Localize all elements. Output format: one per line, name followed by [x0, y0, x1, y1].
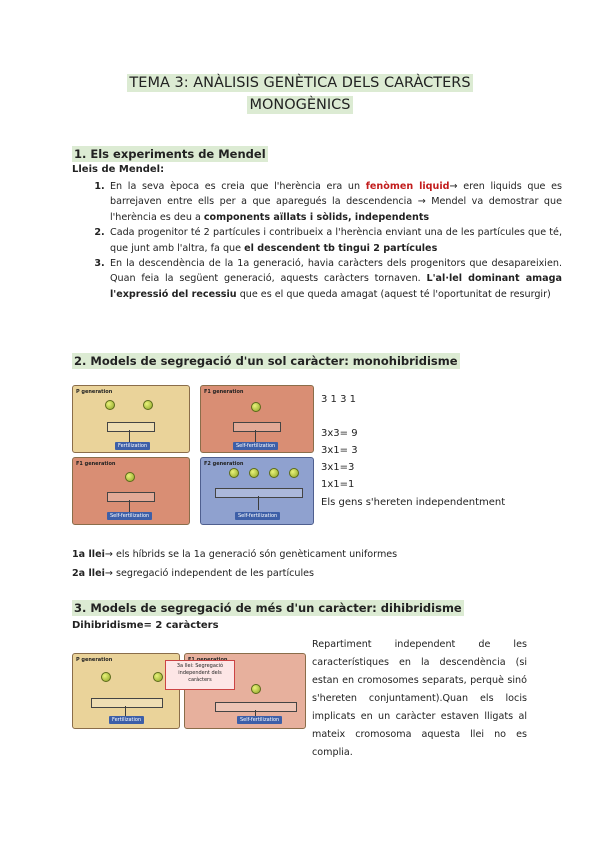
item-bold: L'al·lel dominant amaga l'expressió del recessiu — [110, 273, 562, 300]
monohybrid-figure — [72, 383, 312, 525]
pea-icon — [289, 468, 299, 478]
gamete-box — [233, 422, 281, 432]
title-line-2: MONOGÈNICS — [249, 97, 351, 113]
self-fertilization-caption: Self-fertilization — [107, 512, 152, 520]
ratios-line: 3x1= 3 — [321, 445, 358, 456]
pea-icon — [269, 468, 279, 478]
pea-icon — [249, 468, 259, 478]
panel-f1-generation — [200, 385, 314, 453]
item-text: que es el que queda amagat (aquest té l'oportunitat de resurgir) — [236, 288, 551, 300]
item-highlight: fenòmen liquid — [365, 181, 450, 192]
section2-heading: 2. Models de segregació d'un sol caràcter: monohibridisme — [74, 354, 458, 368]
section3-subheading: Dihibridisme= 2 caràcters — [72, 620, 219, 631]
pea-icon — [125, 472, 135, 482]
panel-label: F1 generation — [76, 461, 116, 467]
pea-icon — [153, 672, 163, 682]
arrow-line — [258, 496, 259, 510]
pea-icon — [105, 400, 115, 410]
pea-icon — [251, 402, 261, 412]
panel-f1-generation-c — [72, 457, 190, 525]
ratios-line: 3x3= 9 — [321, 428, 358, 439]
panel-p-generation — [72, 653, 180, 729]
arrow-line — [129, 430, 130, 442]
self-fertilization-caption: Self-fertilization — [237, 716, 282, 724]
ratios-line: 1x1=1 — [321, 479, 355, 490]
gamete-box — [107, 492, 155, 502]
panel-f2-generation — [200, 457, 314, 525]
item-bold: components aïllats i sòlids, independents — [203, 211, 430, 223]
section3-heading: 3. Models de segregació de més d'un caràcter: dihibridisme — [74, 601, 462, 615]
law-label: 2a llei — [72, 568, 105, 579]
panel-label: P generation — [76, 389, 113, 395]
ratios-line: Els gens s'hereten independentment — [321, 497, 506, 508]
item-text: → eren liquids que es barrejaven entre ells per a que aparegués la descendencia → Mendel va demostrar que l'herència es deu a — [110, 181, 562, 223]
arrow-line — [255, 430, 256, 442]
ratios-line: 3x1=3 — [321, 462, 355, 473]
panel-p-generation — [72, 385, 190, 453]
ratios-line: 3 1 3 1 — [321, 394, 356, 405]
section1-heading: 1. Els experiments de Mendel — [74, 147, 266, 161]
title-line-1: TEMA 3: ANÀLISIS GENÈTICA DELS CARÀCTERS — [129, 75, 471, 91]
item-text: En la descendència de la 1a generació, havia caràcters dels progenitors que desapareixien. Quan feia la següent generació, aquests caràcters tornaven. — [110, 258, 562, 285]
list-item — [108, 179, 562, 225]
self-fertilization-caption: Self-fertilization — [233, 442, 278, 450]
fertilization-caption: Fertilization — [109, 716, 144, 724]
gamete-box — [107, 422, 155, 432]
third-law-popup: 3a llei: Segregació independent dels caràcters — [165, 660, 235, 690]
list-item — [108, 225, 562, 256]
item-text: Cada progenitor té 2 partícules i contribueix a l'herència enviant una de les partícules que té, que junt amb l'altra, fa que — [110, 227, 562, 254]
panel-label: F2 generation — [204, 461, 244, 467]
item-text: En la seva època es creia que l'herència era un — [110, 181, 366, 192]
arrow-line — [125, 706, 126, 716]
law-label: 1a llei — [72, 549, 105, 560]
gamete-box — [91, 698, 163, 708]
law-1 — [72, 547, 397, 562]
law-text: → els híbrids se la 1a generació són genèticament uniformes — [104, 549, 398, 560]
self-fertilization-caption: Self-fertilization — [235, 512, 280, 520]
arrow-line — [129, 500, 130, 512]
section1-subheading: Lleis de Mendel: — [72, 164, 165, 175]
gamete-box — [215, 488, 303, 498]
item-bold: el descendent tb tingui 2 partícules — [244, 242, 438, 254]
panel-label: F1 generation — [204, 389, 244, 395]
pea-icon — [143, 400, 153, 410]
law-2 — [72, 566, 314, 581]
list-item — [108, 256, 562, 302]
gamete-box — [215, 702, 297, 712]
pea-icon — [251, 684, 261, 694]
document-title — [60, 72, 540, 116]
law-text: → segregació independent de les partícules — [104, 568, 315, 579]
pea-icon — [229, 468, 239, 478]
pea-icon — [101, 672, 111, 682]
fertilization-caption: Fertilization — [115, 442, 150, 450]
mendel-laws-list — [72, 179, 562, 302]
panel-label: P generation — [76, 657, 113, 663]
section3-paragraph: Repartiment independent de les característiques en la descendència (si estan en cromosomes separats, perquè sinó s'hereten conjuntament).Quan els locis implicats en un caràcter estaven lligats al mateix cromosoma aquesta llei no es complia. — [312, 639, 527, 758]
